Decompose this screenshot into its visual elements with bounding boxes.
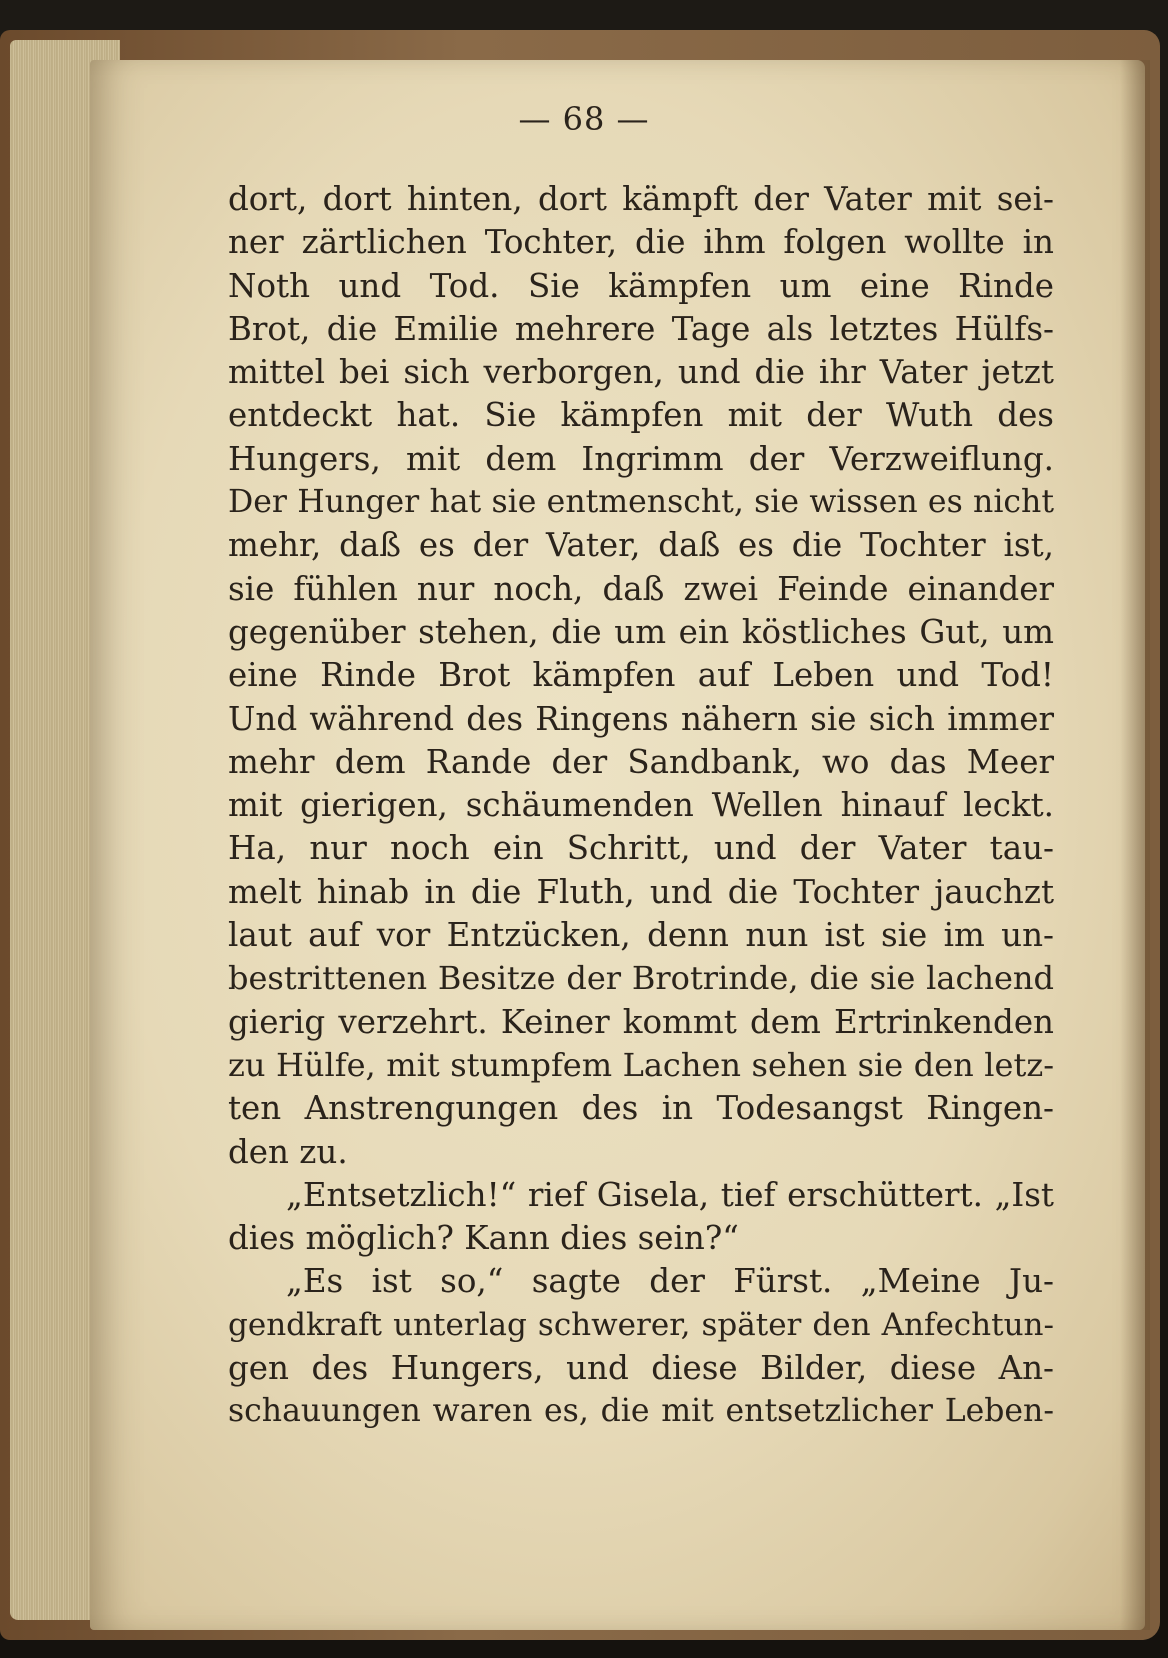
text-line: eine Rinde Brot kämpfen auf Leben und Tod!: [228, 656, 1054, 695]
text-line: Brot, die Emilie mehrere Tage als letztes Hülfs-: [228, 309, 1054, 348]
text-line: laut auf vor Entzücken, denn nun ist sie im un-: [228, 916, 1054, 955]
page-text: [228, 178, 1054, 1434]
text-line: den zu.: [228, 1132, 348, 1171]
text-line: dort, dort hinten, dort kämpft der Vater mit sei-: [228, 180, 1054, 218]
text-line: „Entsetzlich!“ rief Gisela, tief erschüttert. „Ist: [286, 1175, 1054, 1214]
spine-shadow: [1120, 60, 1150, 1630]
page-number: — 68 —: [518, 100, 650, 138]
text-line: gen des Hungers, und diese Bilder, diese An-: [228, 1349, 1054, 1388]
text-line: mittel bei sich verborgen, und die ihr Vater jetzt: [228, 353, 1054, 392]
text-line: Noth und Tod. Sie kämpfen um eine Rinde: [228, 266, 1054, 305]
text-line: entdeckt hat. Sie kämpfen mit der Wuth des: [228, 396, 1054, 435]
text-line: bestrittenen Besitze der Brotrinde, die sie lachend: [228, 959, 1054, 998]
text-line: dies möglich? Kann dies sein?“: [228, 1219, 739, 1258]
text-line: Der Hunger hat sie entmenscht, sie wissen es nicht: [228, 484, 1054, 521]
text-line: schauungen waren es, die mit entsetzlicher Leben-: [228, 1393, 1054, 1430]
text-line: gegenüber stehen, die um ein köstliches Gut, um: [228, 612, 1054, 651]
text-line: Ha, nur noch ein Schritt, und der Vater tau-: [228, 829, 1054, 868]
text-line: zu Hülfe, mit stumpfem Lachen sehen sie den letz-: [228, 1045, 1054, 1084]
text-line: melt hinab in die Fluth, und die Tochter jauchzt: [228, 872, 1054, 911]
text-line: „Es ist so,“ sagte der Fürst. „Meine Ju-: [286, 1262, 1054, 1301]
text-line: gendkraft unterlag schwerer, später den Anfechtun-: [228, 1306, 1054, 1343]
text-line: ten Anstrengungen des in Todesangst Ringen-: [228, 1089, 1054, 1128]
text-line: gierig verzehrt. Keiner kommt dem Ertrinkenden: [228, 1002, 1054, 1041]
text-line: sie fühlen nur noch, daß zwei Feinde einander: [228, 569, 1054, 608]
text-line: mehr, daß es der Vater, daß es die Tochter ist,: [228, 526, 1054, 565]
text-line: Und während des Ringens nähern sie sich immer: [228, 699, 1054, 738]
text-line: mehr dem Rande der Sandbank, wo das Meer: [228, 742, 1054, 781]
text-line: ner zärtlichen Tochter, die ihm folgen wollte in: [228, 223, 1054, 262]
text-line: mit gierigen, schäumenden Wellen hinauf leckt.: [228, 786, 1054, 825]
text-line: Hungers, mit dem Ingrimm der Verzweiflung.: [228, 439, 1054, 478]
